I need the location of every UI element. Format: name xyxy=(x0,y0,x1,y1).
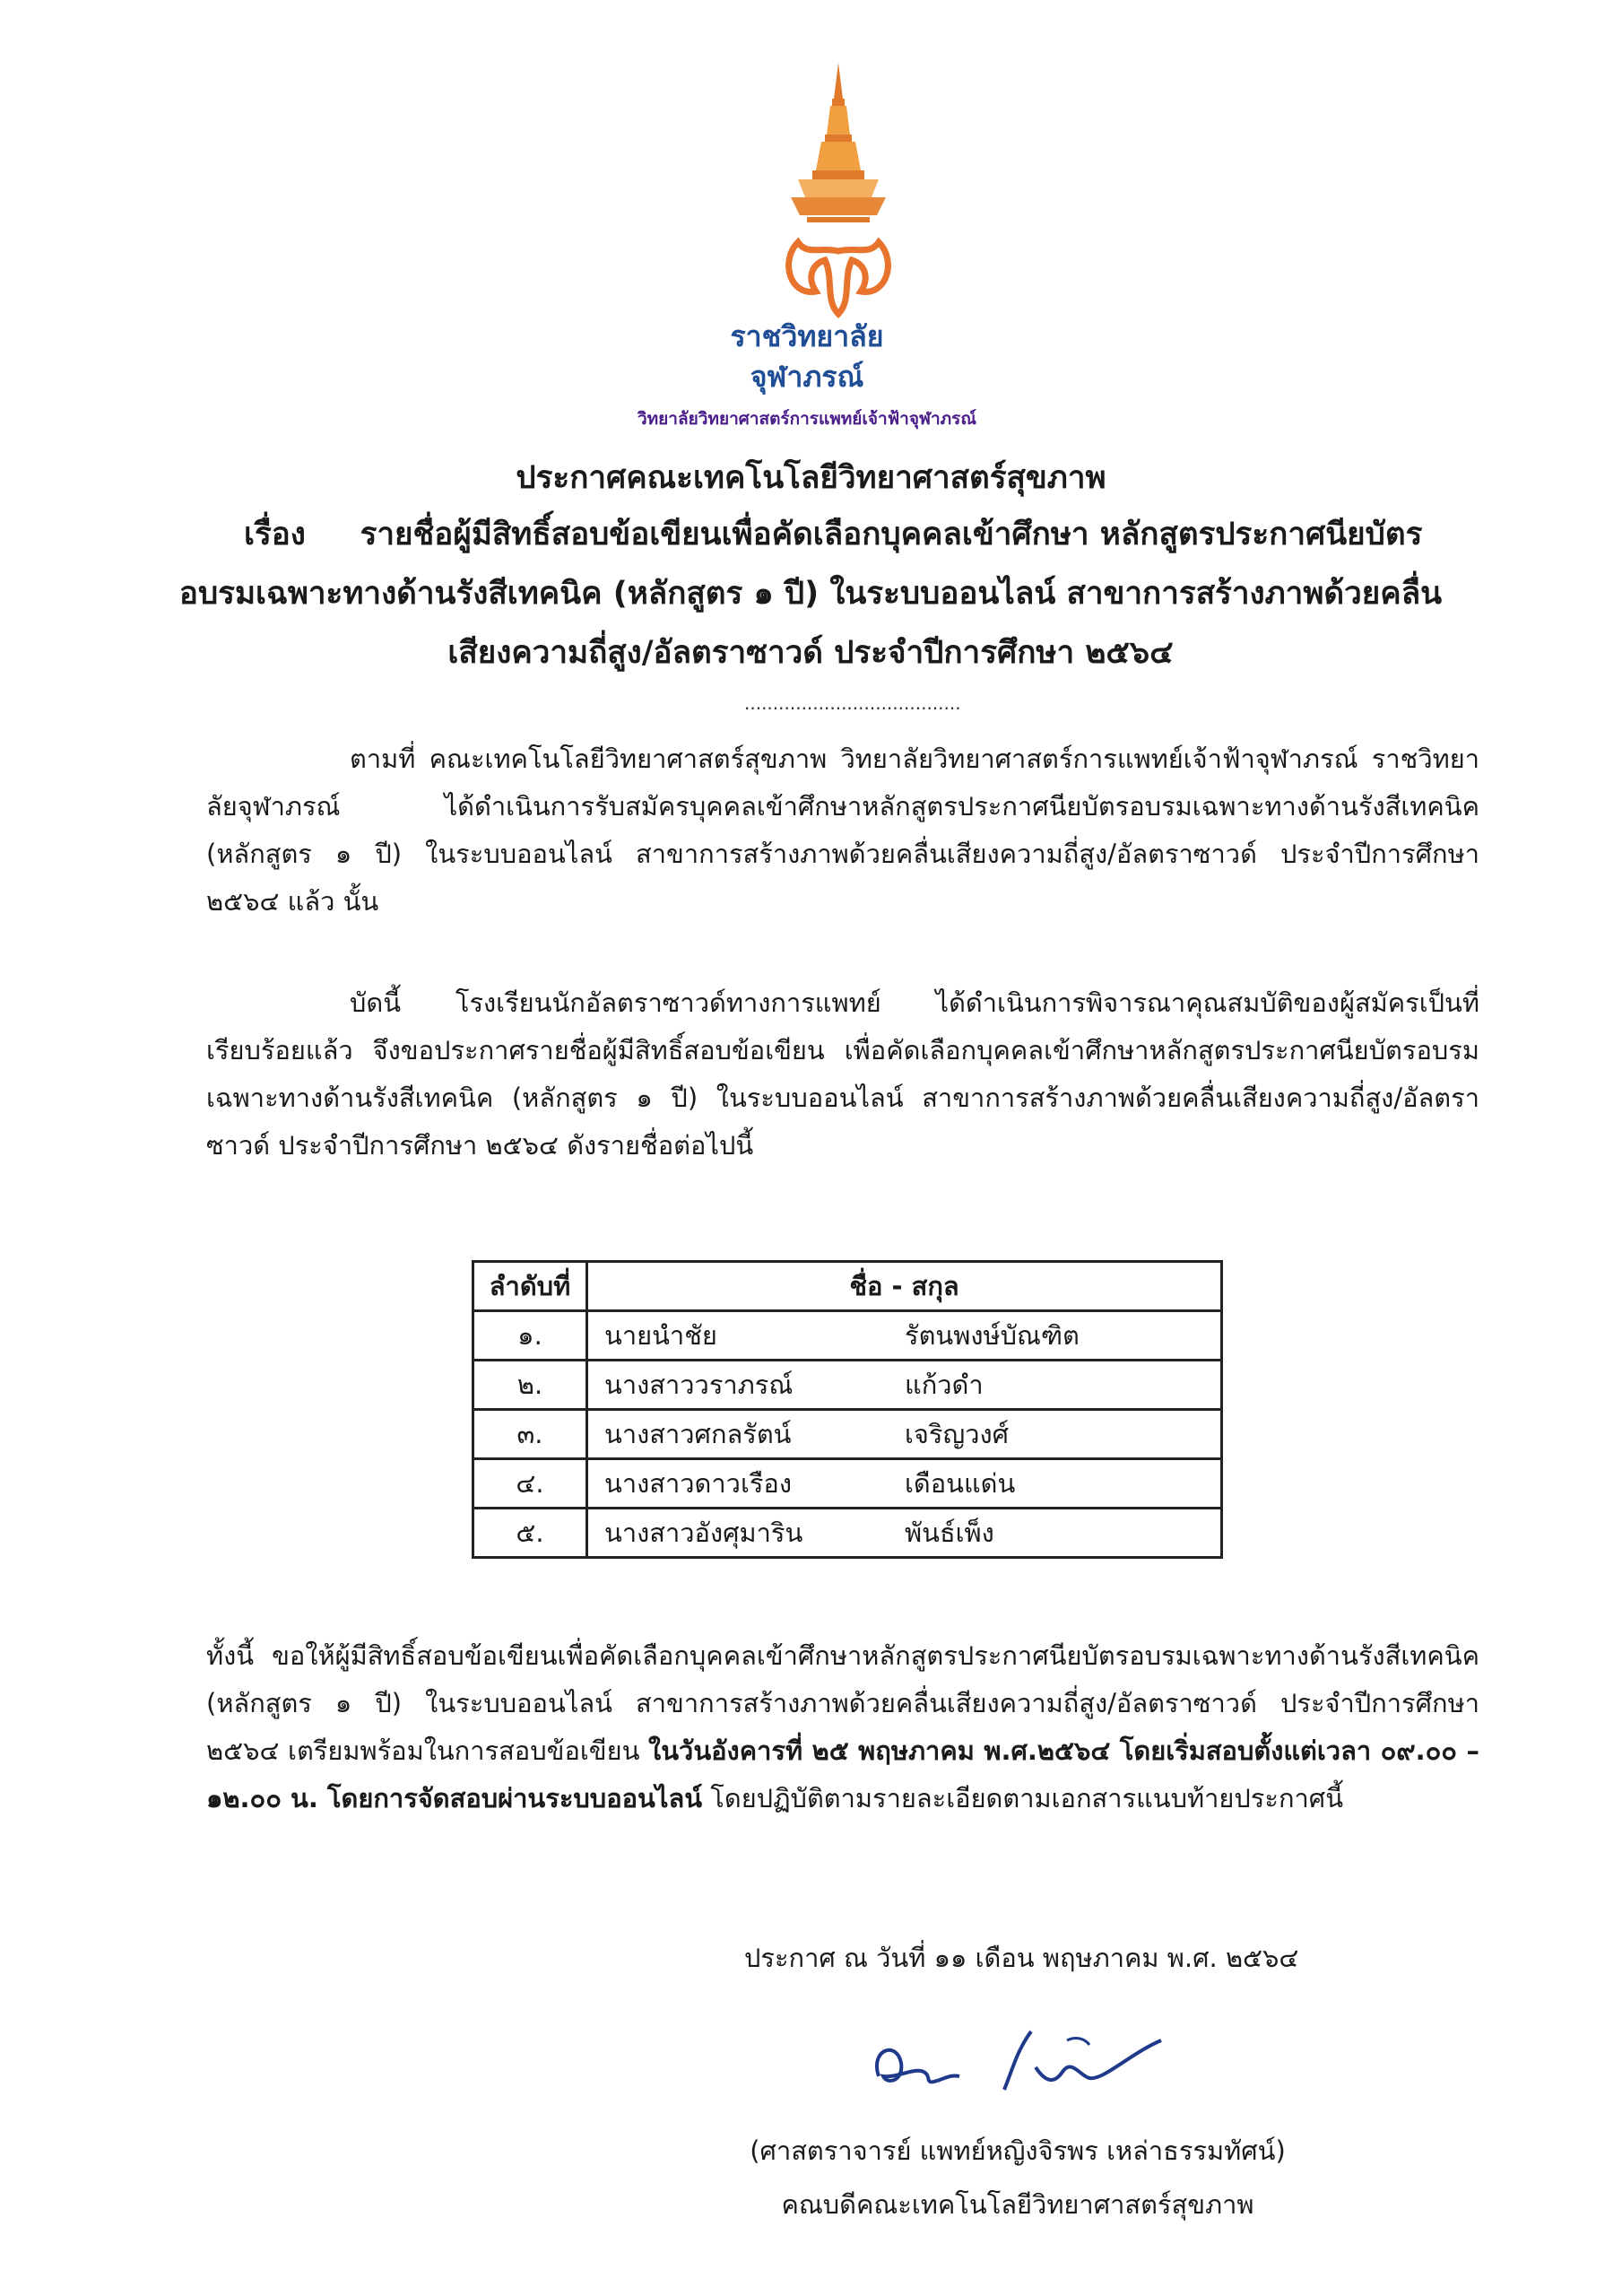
family-name: เดือนแด่น xyxy=(905,1468,1016,1499)
logo-name-line2: จุฬาภรณ์ xyxy=(750,360,864,394)
paragraph-exam-details xyxy=(206,1632,1479,1822)
royal-college-emblem-icon xyxy=(771,63,906,332)
paragraph-intro xyxy=(206,735,1479,926)
logo-name-line1: ราชวิทยาลัย xyxy=(730,319,884,353)
paragraph-exam-tail: โดยปฏิบัติตามรายละเอียดตามเอกสารแนบท้ายประกาศนี้ xyxy=(702,1783,1344,1813)
header-no: ลำดับที่ xyxy=(473,1262,587,1311)
family-name: แก้วดำ xyxy=(905,1370,984,1400)
paragraph-announcement-text: บัดนี้ โรงเรียนนักอัลตราซาวด์ทางการแพทย์ ได้ดำเนินการพิจารณาคุณสมบัติของผู้สมัครเป็นที่เรียบร้อยแล้ว จึงขอประกาศรายชื่อผู้มีสิทธิ์สอบข้อเขียน เพื่อคัดเลือกบุคคลเข้าศึกษาหลักสูตรประกาศนียบัตรอบรมเฉพาะทางด้านรังสีเทคนิค (หลักสูตร ๑ ปี) ในระบบออนไลน์ สาขาการสร้างภาพด้วยคลื่นเสียงความถี่สูง/อัลตราซาวด์ ประจำปีการศึกษา ๒๕๖๔ ดังรายชื่อต่อไปนี้ xyxy=(206,987,1479,1161)
paragraph-intro-text: ตามที่ คณะเทคโนโลยีวิทยาศาสตร์สุขภาพ วิทยาลัยวิทยาศาสตร์การแพทย์เจ้าฟ้าจุฬาภรณ์ ราชวิทยาลัยจุฬาภรณ์ ได้ดำเนินการรับสมัครบุคคลเข้าศึกษาหลักสูตรประกาศนียบัตรอบรมเฉพาะทางด้านรังสีเทคนิค (หลักสูตร ๑ ปี) ในระบบออนไลน์ สาขาการสร้างภาพด้วยคลื่นเสียงความถี่สูง/อัลตราซาวด์ ประจำปีการศึกษา ๒๕๖๔ แล้ว นั้น xyxy=(206,744,1479,917)
table-row xyxy=(473,1410,1222,1459)
candidate-table xyxy=(472,1260,1223,1559)
subject-line-3: เสียงความถี่สูง/อัลตราซาวด์ ประจำปีการศึกษา ๒๕๖๔ xyxy=(447,635,1174,671)
given-name: นางสาววราภรณ์ xyxy=(604,1370,794,1400)
row-no: ๔. xyxy=(473,1459,587,1509)
header-name: ชื่อ - สกุล xyxy=(587,1262,1222,1311)
row-no: ๑. xyxy=(473,1311,587,1361)
signature-icon xyxy=(861,2013,1184,2112)
subject-line-2: อบรมเฉพาะทางด้านรังสีเทคนิค (หลักสูตร ๑ ปี) ในระบบออนไลน์ สาขาการสร้างภาพด้วยคลื่น xyxy=(178,576,1443,612)
paragraph-announcement xyxy=(206,979,1479,1170)
announcement-date: ประกาศ ณ วันที่ ๑๑ เดือน พฤษภาคม พ.ศ. ๒๕๖๔ xyxy=(744,1943,1299,1973)
divider: ...................................... xyxy=(744,692,961,714)
row-no: ๒. xyxy=(473,1361,587,1410)
signer-name: (ศาสตราจารย์ แพทย์หญิงจิรพร เหล่าธรรมทัศน์) xyxy=(750,2135,1286,2166)
row-no: ๓. xyxy=(473,1410,587,1459)
subject-label: เรื่อง xyxy=(244,517,306,552)
announcement-title: ประกาศคณะเทคโนโลยีวิทยาศาสตร์สุขภาพ xyxy=(516,460,1106,496)
exam-date-bold: ในวันอังคารที่ ๒๕ พฤษภาคม พ.ศ.๒๕๖๔ โดยเริ่มสอบตั้งแต่เวลา ๐๙.๐๐ – ๑๒.๐๐ น. โดยการจัดสอบผ่านระบบออนไลน์ xyxy=(206,1735,1479,1813)
table-row xyxy=(473,1361,1222,1410)
table-row xyxy=(473,1509,1222,1558)
given-name: นางสาวดาวเรือง xyxy=(604,1468,793,1499)
given-name: นางสาวศกลรัตน์ xyxy=(604,1419,792,1449)
paragraph-exam-text: ทั้งนี้ ขอให้ผู้มีสิทธิ์สอบข้อเขียนเพื่อคัดเลือกบุคคลเข้าศึกษาหลักสูตรประกาศนียบัตรอบรมเฉพาะทางด้านรังสีเทคนิค (หลักสูตร ๑ ปี) ในระบบออนไลน์ สาขาการสร้างภาพด้วยคลื่นเสียงความถี่สูง/อัลตราซาวด์ ประจำปีการศึกษา ๒๕๖๔ เตรียมพร้อมในการสอบข้อเขียน xyxy=(206,1640,1479,1766)
table-header-row xyxy=(473,1262,1222,1311)
family-name: พันธ์เพ็ง xyxy=(905,1518,994,1548)
table-row xyxy=(473,1311,1222,1361)
table-row xyxy=(473,1459,1222,1509)
row-no: ๕. xyxy=(473,1509,587,1558)
given-name: นายนำชัย xyxy=(604,1320,717,1351)
family-name: เจริญวงศ์ xyxy=(905,1419,1010,1449)
signer-title: คณบดีคณะเทคโนโลยีวิทยาศาสตร์สุขภาพ xyxy=(781,2189,1254,2220)
logo-subtitle: วิทยาลัยวิทยาศาสตร์การแพทย์เจ้าฟ้าจุฬาภรณ์ xyxy=(637,409,976,429)
given-name: นางสาวอังศุมาริน xyxy=(604,1518,803,1548)
subject-line-1: รายชื่อผู้มีสิทธิ์สอบข้อเขียนเพื่อคัดเลือกบุคคลเข้าศึกษา หลักสูตรประกาศนียบัตร xyxy=(360,517,1423,552)
family-name: รัตนพงษ์บัณฑิต xyxy=(905,1320,1080,1351)
